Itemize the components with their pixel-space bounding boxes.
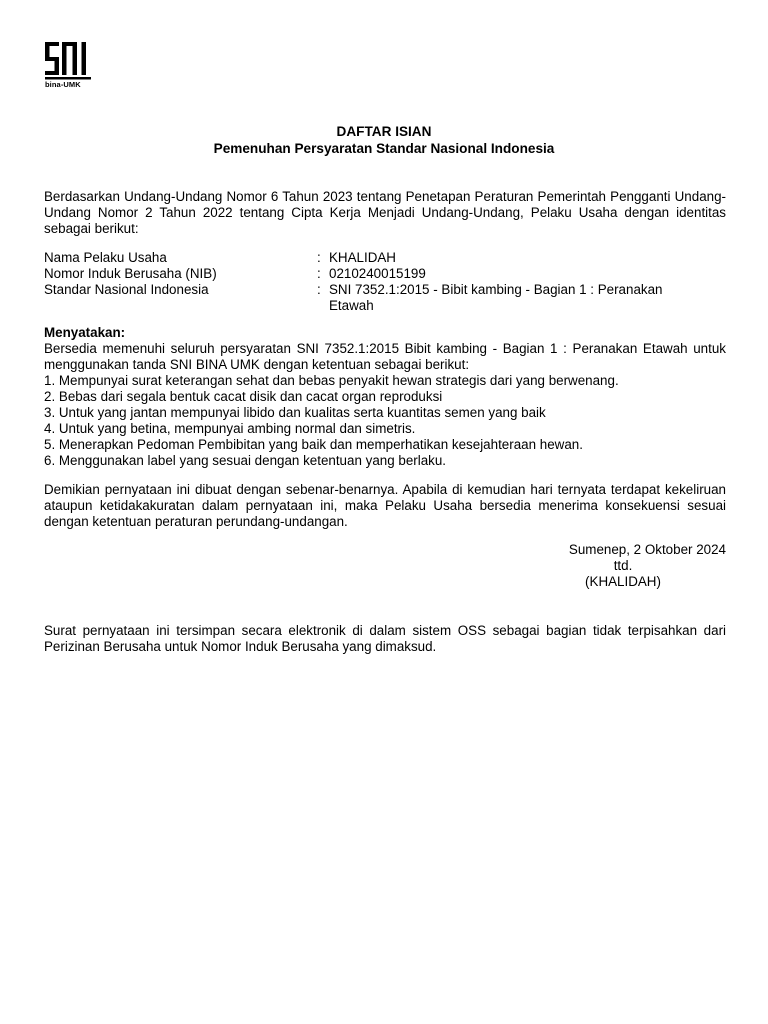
signature-place-date: Sumenep, 2 Oktober 2024 <box>568 542 726 557</box>
declaration-section <box>44 325 726 469</box>
oss-note: Surat pernyataan ini tersimpan secara elektronik di dalam sistem OSS sebagai bagian tidak terpisahkan dari Perizinan Berusaha untuk Nomor Induk Berusaha yang dimaksud. <box>44 623 726 654</box>
identity-value: 0210240015199 <box>329 266 426 281</box>
identity-colon: : <box>317 282 321 297</box>
signature-ttd: ttd. <box>613 558 633 573</box>
identity-label: Nama Pelaku Usaha <box>44 250 167 265</box>
declaration-body: Bersedia memenuhi seluruh persyaratan SNI 7352.1:2015 Bibit kambing - Bagian 1 : Peranakan Etawah untuk menggunakan tanda SNI BINA UMK dengan ketentuan sebagai berikut: <box>44 341 726 372</box>
identity-value: KHALIDAH <box>329 250 396 265</box>
sni-logo-mark <box>44 40 92 80</box>
signature-block <box>520 542 726 590</box>
list-item: 1. Mempunyai surat keterangan sehat dan bebas penyakit hewan strategis dari yang berwenang. <box>44 373 619 388</box>
signature-name: (KHALIDAH) <box>585 574 661 589</box>
list-item: 4. Untuk yang betina, mempunyai ambing normal dan simetris. <box>44 421 416 436</box>
title-sub: Pemenuhan Persyaratan Standar Nasional Indonesia <box>213 141 555 156</box>
declaration-heading: Menyatakan: <box>44 325 126 340</box>
identity-table <box>44 250 726 314</box>
identity-colon: : <box>317 250 321 265</box>
logo-subtitle: bina-UMK <box>45 80 81 89</box>
identity-value: SNI 7352.1:2015 - Bibit kambing - Bagian 1 : Peranakan Etawah <box>329 282 663 313</box>
identity-row <box>44 250 726 266</box>
identity-row <box>44 282 726 314</box>
sni-logo <box>44 40 92 89</box>
identity-label: Nomor Induk Berusaha (NIB) <box>44 266 217 281</box>
list-item: 3. Untuk yang jantan mempunyai libido dan kualitas serta kuantitas semen yang baik <box>44 405 546 420</box>
identity-colon: : <box>317 266 321 281</box>
document-title <box>0 124 768 158</box>
identity-row <box>44 266 726 282</box>
intro-paragraph: Berdasarkan Undang-Undang Nomor 6 Tahun 2023 tentang Penetapan Peraturan Pemerintah Pengganti Undang-Undang Nomor 2 Tahun 2022 tentang Cipta Kerja Menjadi Undang-Undang, Pelaku Usaha dengan identitas sebagai berikut: <box>44 189 726 236</box>
list-item: 2. Bebas dari segala bentuk cacat disik dan cacat organ reproduksi <box>44 389 443 404</box>
identity-label: Standar Nasional Indonesia <box>44 282 209 297</box>
title-main: DAFTAR ISIAN <box>336 124 432 139</box>
list-item: 5. Menerapkan Pedoman Pembibitan yang baik dan memperhatikan kesejahteraan hewan. <box>44 437 583 452</box>
list-item: 6. Menggunakan label yang sesuai dengan ketentuan yang berlaku. <box>44 453 447 468</box>
closing-paragraph: Demikian pernyataan ini dibuat dengan sebenar-benarnya. Apabila di kemudian hari ternyata terdapat kekeliruan ataupun ketidakakuratan dalam pernyataan ini, maka Pelaku Usaha bersedia menerima konsekuensi sesuai dengan ketentuan peraturan perundang-undangan. <box>44 482 726 529</box>
